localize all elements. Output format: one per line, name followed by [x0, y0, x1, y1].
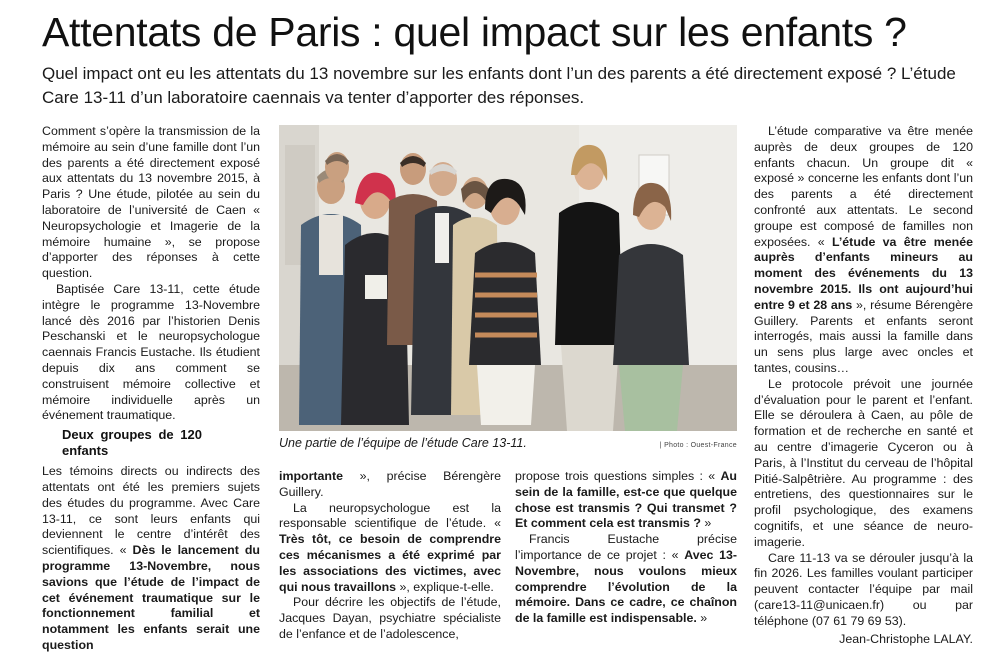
team-photo: [279, 125, 737, 431]
paragraph-text: »: [696, 611, 708, 626]
paragraph: Baptisée Care 13-11, cette étude intègre le programme 13-Novembre lancé dès 2016 par l’historien Denis Peschanski et le neuropsychologue caennais Francis Eustache. Ils étudient depuis dix ans comment se construisent mémoire collective et mémoire individuelle après un événement traumatique.: [42, 281, 260, 423]
paragraph: [279, 501, 501, 596]
subheading: Deux groupes de 120 enfants: [62, 427, 202, 459]
quote-bold: Au sein de la famille, est-ce que quelque chose est transmis ? Qui transmet ? Et comment cela est transmis ?: [515, 469, 737, 531]
quote-bold: importante: [279, 469, 344, 483]
paragraph-text: La neuropsychologue est la responsable scientifique de l’étude. «: [279, 500, 501, 531]
paragraph: [42, 464, 260, 654]
column-1: [42, 124, 260, 654]
quote-bold: Très tôt, ce besoin de comprendre ces mécanismes a été exprimé par les associations des victimes, avec qui nous travaillons: [279, 532, 501, 594]
paragraph: Care 11-13 va se dérouler jusqu’à la fin 2026. Les familles voulant participer peuvent contacter l’équipe par mail (care13-11@unicaen.fr) ou par téléphone (07 61 79 69 53).: [754, 550, 973, 628]
column-2: [279, 469, 501, 643]
paragraph: Pour décrire les objectifs de l’étude, Jacques Dayan, psychiatre spécialiste de l’enfance et de l’adolescence,: [279, 595, 501, 641]
paragraph-text: », explique-t-elle.: [396, 579, 494, 594]
paragraph-text: », résume Bérengère Guillery. Parents et enfants seront interrogés, mais aussi la famille dans un sens plus large avec oncles et tantes, cousins…: [754, 297, 973, 375]
paragraph: [279, 469, 501, 501]
paragraph-text: Les témoins directs ou indirects des attentats ont été les premiers sujets des études du programme. Avec Care 13-11, ce sont leurs enfants qui deviennent le centre d’intérêt des scientifiques. «: [42, 464, 260, 558]
photo-caption: Une partie de l’équipe de l’étude Care 13-11.: [279, 436, 527, 450]
paragraph: [754, 124, 973, 377]
article-headline: Attentats de Paris : quel impact sur les enfants ?: [42, 9, 907, 55]
quote-bold: Dès le lancement du programme 13-Novembre, nous savions que l’étude de l’impact de cet événement traumatique sur le fonctionnement familial et notamment les enfants serait une question: [42, 543, 260, 652]
paragraph-text: L’étude comparative va être menée auprès de deux groupes de 120 enfants chacun. Un groupe dit « exposé » concerne les enfants dont l’un des parents a été directement confronté aux attentats. Le second groupe est composé de familles non exposées. «: [754, 124, 973, 249]
quote-bold: L’étude va être menée auprès d’enfants mineurs au moment des événements du 13 novembre 2015. Ils ont aujourd’hui entre 9 et 28 ans: [754, 234, 973, 312]
paragraph-text: »: [700, 516, 712, 531]
paragraph: Comment s’opère la transmission de la mémoire au sein d’une famille dont l’un des parents a été directement exposé aux attentats du 13 novembre 2015, à Paris ? Une étude, pilotée au sein du laboratoire de l’université de Caen « Neuropsychologie et Imagerie de la mémoire humaine », se propose d’apporter des réponses à cette question.: [42, 124, 260, 281]
paragraph-text: propose trois questions simples : «: [515, 469, 721, 483]
quote-bold: Avec 13-Novembre, nous voulons mieux comprendre l’évolution de la mémoire. Dans ce cadre, ce chaînon de la famille est indispensable.: [515, 547, 737, 626]
author-signature: Jean-Christophe LALAY.: [839, 631, 973, 646]
paragraph: [515, 532, 737, 627]
article-chapo: Quel impact ont eu les attentats du 13 novembre sur les enfants dont l’un des parents a été directement exposé ? L’étude Care 13-11 d’un laboratoire caennais va tenter d’apporter des réponses.: [42, 64, 956, 107]
column-4: [754, 124, 973, 647]
paragraph-text: Francis Eustache précise l’importance de ce projet : «: [515, 532, 737, 562]
team-photo-illustration: [279, 125, 737, 431]
paragraph-text: », précise Bérengère Guillery.: [279, 469, 501, 499]
column-3: [515, 469, 737, 627]
paragraph: [515, 469, 737, 532]
photo-credit: | Photo : Ouest-France: [659, 442, 737, 449]
photo-caption-row: [279, 436, 737, 454]
paragraph: Le protocole prévoit une journée d’évaluation pour le parent et l’enfant. Elle se déroulera à Caen, au pôle de formation et de recherche en santé et au centre d’imagerie Cyceron ou à Paris, à l’Institut du cerveau de l’hôpital Pitié-Salpêtrière. Au programme : des entretiens, des questionnaires sur le profil psychologique, des examens cognitifs, et une séance de neuro-imagerie.: [754, 376, 973, 549]
